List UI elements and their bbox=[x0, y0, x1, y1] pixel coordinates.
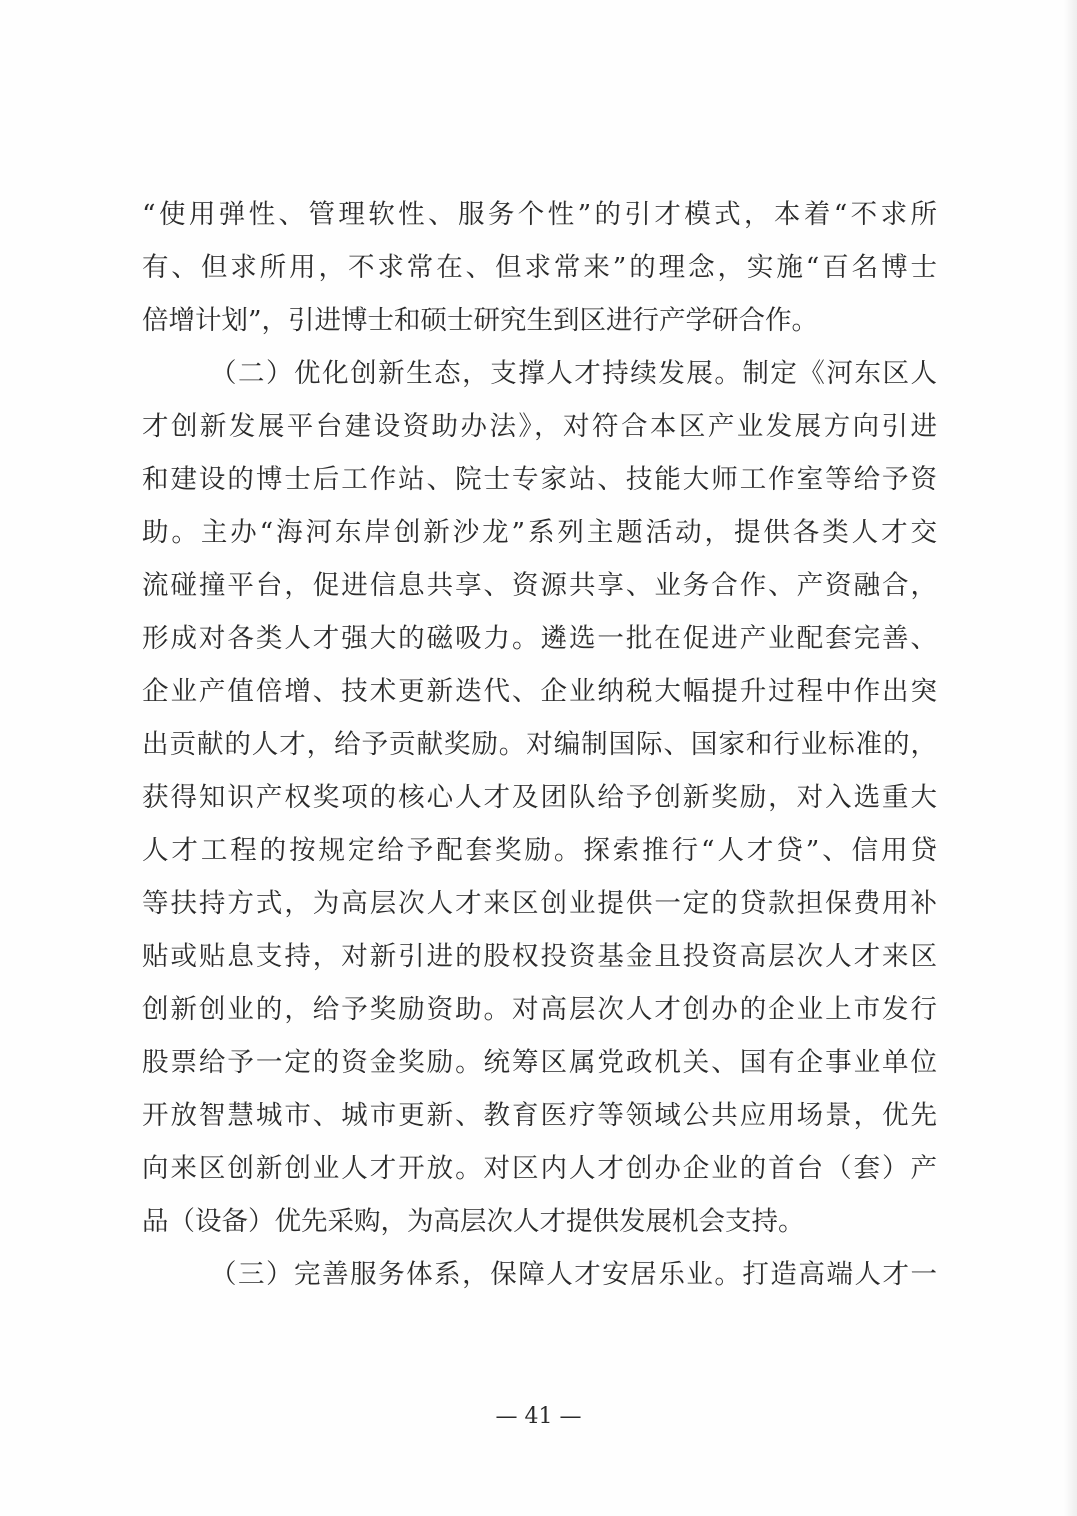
text-line-13: 人才工程的按规定给予配套奖励。探索推行“人才贷”、信用贷 bbox=[142, 835, 937, 866]
section-heading-2: （二）优化创新生态，支撑人才持续发展。制定《河东区人 bbox=[210, 358, 937, 389]
page-edge-shadow bbox=[1063, 0, 1077, 1516]
text-line-1: “使用弹性、管理软性、服务个性”的引才模式，本着“不求所 bbox=[142, 199, 937, 230]
text-line-5: 才创新发展平台建设资助办法》，对符合本区产业发展方向引进 bbox=[142, 411, 937, 442]
text-line-3: 倍增计划”，引进博士和硕士研究生到区进行产学研合作。 bbox=[142, 305, 819, 336]
text-line-11: 出贡献的人才，给予贡献奖励。对编制国际、国家和行业标准的， bbox=[142, 729, 937, 760]
text-line-9: 形成对各类人才强大的磁吸力。遴选一批在促进产业配套完善、 bbox=[142, 623, 937, 654]
text-line-6: 和建设的博士后工作站、院士专家站、技能大师工作室等给予资 bbox=[142, 464, 937, 495]
text-line-20: 品（设备）优先采购，为高层次人才提供发展机会支持。 bbox=[142, 1206, 805, 1237]
text-line-14: 等扶持方式，为高层次人才来区创业提供一定的贷款担保费用补 bbox=[142, 888, 937, 919]
body-text bbox=[142, 188, 937, 1301]
text-line-8: 流碰撞平台，促进信息共享、资源共享、业务合作、产资融合， bbox=[142, 570, 937, 601]
text-line-18: 开放智慧城市、城市更新、教育医疗等领域公共应用场景，优先 bbox=[142, 1100, 937, 1131]
section-heading-3: （三）完善服务体系，保障人才安居乐业。打造高端人才一 bbox=[210, 1259, 937, 1290]
text-line-7: 助。主办“海河东岸创新沙龙”系列主题活动，提供各类人才交 bbox=[142, 517, 937, 548]
text-line-10: 企业产值倍增、技术更新迭代、企业纳税大幅提升过程中作出突 bbox=[142, 676, 937, 707]
page-number: — 41 — bbox=[495, 1404, 582, 1429]
text-line-19: 向来区创新创业人才开放。对区内人才创办企业的首台（套）产 bbox=[142, 1153, 937, 1184]
text-line-12: 获得知识产权奖项的核心人才及团队给予创新奖励，对入选重大 bbox=[142, 782, 937, 813]
text-line-2: 有、但求所用，不求常在、但求常来”的理念，实施“百名博士 bbox=[142, 252, 937, 283]
text-line-16: 创新创业的，给予奖励资助。对高层次人才创办的企业上市发行 bbox=[142, 994, 937, 1025]
text-line-17: 股票给予一定的资金奖励。统筹区属党政机关、国有企事业单位 bbox=[142, 1047, 937, 1078]
text-line-15: 贴或贴息支持，对新引进的股权投资基金且投资高层次人才来区 bbox=[142, 941, 937, 972]
